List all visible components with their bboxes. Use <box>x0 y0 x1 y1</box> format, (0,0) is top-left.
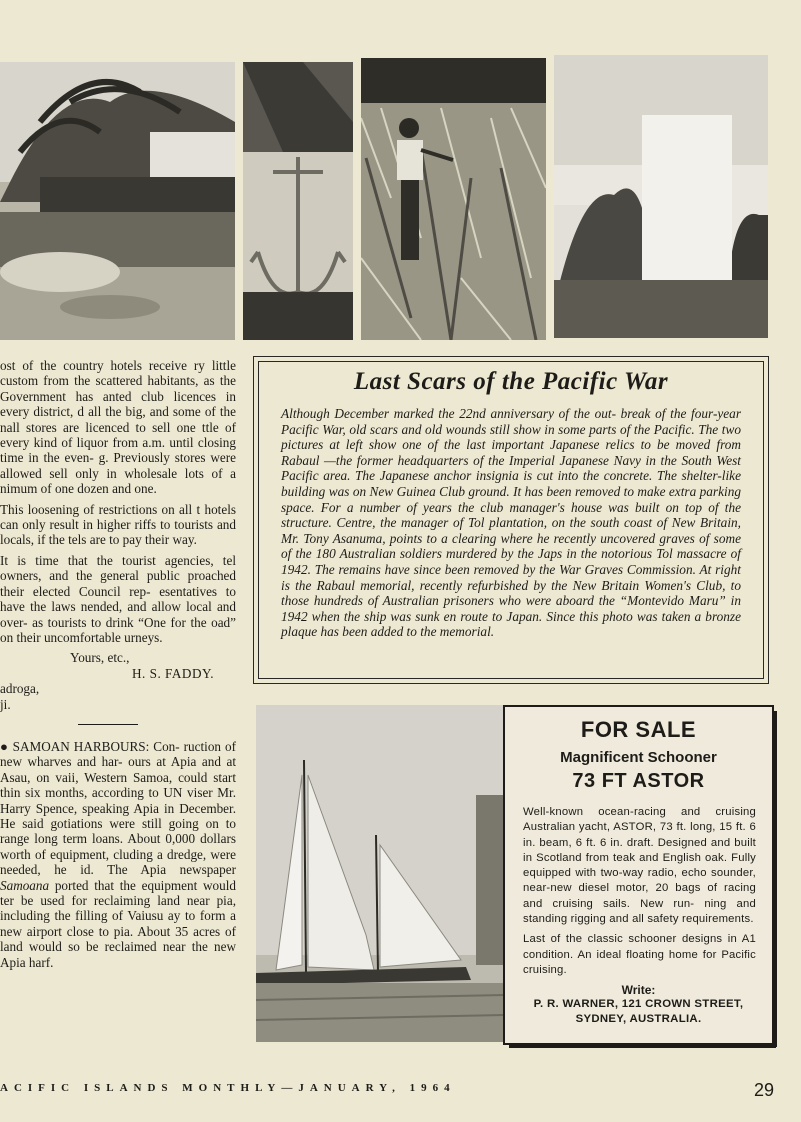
caption-text: Although December marked the 22nd anniversary of the out- break of the four-year Pacific War, old scars and old wounds still show in some parts of the Pacific. The two pictures at left show one of the last important Japanese relics to be moved from Rabaul —the former headquarters of the Imperial Japanese Navy in the South West Pacific area. The Japanese anchor insignia is cut into the concrete. The shelter-like building was on New Guinea Club ground. It has been removed to make extra parking space. For a number of years the club manager's house was built on top of the structure. Centre, the manager of Tol plantation, on the south coast of New Britain, Mr. Tony Asanuma, points to a clearing where he recently uncovered graves of some of the 180 Australian soldiers murdered by the Japs in the notorious Tol massacre of 1942. The remains have since been removed by the War Graves Commission. At right is the Rabaul memorial, recently refurbished by the New Britain Women's Club, to those hundreds of Australian prisoners who were aboard the “Montevido Maru” in 1942 when the ship was sunk en route to Japan. Since this photo was taken a bronze plaque has been added to the memorial. <box>281 406 741 640</box>
ad-shadow <box>774 711 777 1047</box>
page-footer: ACIFIC ISLANDS MONTHLY—JANUARY, 1964 <box>0 1082 456 1094</box>
samoa-harbours-paragraph: ● SAMOAN HARBOURS: Con- ruction of new wharves and har- ours at Apia and at Asau, on vaii, Western Samoa, could start thin six months, according to UN viser Mr. Harry Spence, speaking Apia in December. He said gotiations were still going on to range long term loans. About 0,000 dollars worth of equipment, cluding a dredge, were needed, he id. The Apia newspaper Samoana ported that the equipment would ter be used for reclaiming land near pia, including the filling of Vaiusu ay to form a new airport close to pia. About 35 acres of land would so be reclaimed near the new Apia harf. <box>0 738 236 970</box>
letter-signature: H. S. FADDY. <box>132 665 215 681</box>
caption-box <box>253 356 769 684</box>
letter-column <box>0 358 236 975</box>
ad-yacht-name: 73 FT ASTOR <box>572 770 705 792</box>
section-divider <box>78 724 138 725</box>
photo-rabaul-memorial <box>554 55 768 338</box>
photo-shelter-building <box>0 62 235 340</box>
letter-closing: Yours, etc., <box>70 650 130 666</box>
letter-place-line: ji. <box>0 696 11 712</box>
letter-paragraph: It is time that the tourist agencies, tel owners, and the general public proached their elected Council rep- esentatives to have the laws nended, and allow local and over- as tourists to drink “One for the oad” on their uncomfortable urneys. <box>0 552 236 645</box>
for-sale-advertisement <box>503 705 774 1045</box>
ad-description: Well-known ocean-racing and cruising Australian yacht, ASTOR, 73 ft. long, 15 ft. 6 in. beam, 6 ft. 6 in. draft. Designed and built in Scotland from teak and English oak. Fully equipped with two-way radio, echo sounder, near-new diesel motor, 20 bags of racing and cruising sails. New run- ning and standing rigging and all safety requirements. <box>523 806 756 926</box>
caption-inner-frame <box>258 361 764 679</box>
ad-description: Last of the classic schooner designs in A1 condition. An ideal floating home for Pacific cruising. <box>523 933 756 976</box>
letter-place-line: adroga, <box>0 681 40 697</box>
newspaper-name: Samoana <box>0 877 50 893</box>
photo-tol-plantation <box>361 58 546 340</box>
photo-schooner-astor <box>256 705 504 1042</box>
ad-shadow <box>509 1045 776 1048</box>
photo-anchor-insignia <box>243 62 353 340</box>
ad-address-line: P. R. WARNER, 121 CROWN STREET, <box>533 998 744 1011</box>
page-number: 29 <box>754 1080 775 1100</box>
caption-title: Last Scars of the Pacific War <box>353 368 669 395</box>
ad-headline: FOR SALE <box>580 717 697 742</box>
letter-paragraph: This loosening of restrictions on all t hotels can only result in higher riffs to tourists and locals, if the tels are to pay their way. <box>0 501 236 548</box>
letter-signoff <box>0 650 236 712</box>
letter-paragraph: ost of the country hotels receive ry little custom from the scattered habitants, as the Government has anted club licences in every district, d all the big, and some of the nall stores are licenced to sell one ttle of every kind of liquor from a.m. until closing time in the even- g. Previously stores were allowed sell only in wholesale lots of a nimum of one dozen and one. <box>0 358 236 497</box>
ad-write-label: Write: <box>621 983 656 998</box>
ad-body <box>523 805 756 978</box>
ad-subhead: Magnificent Schooner <box>560 749 717 766</box>
ad-address-line: SYDNEY, AUSTRALIA. <box>575 1013 702 1026</box>
